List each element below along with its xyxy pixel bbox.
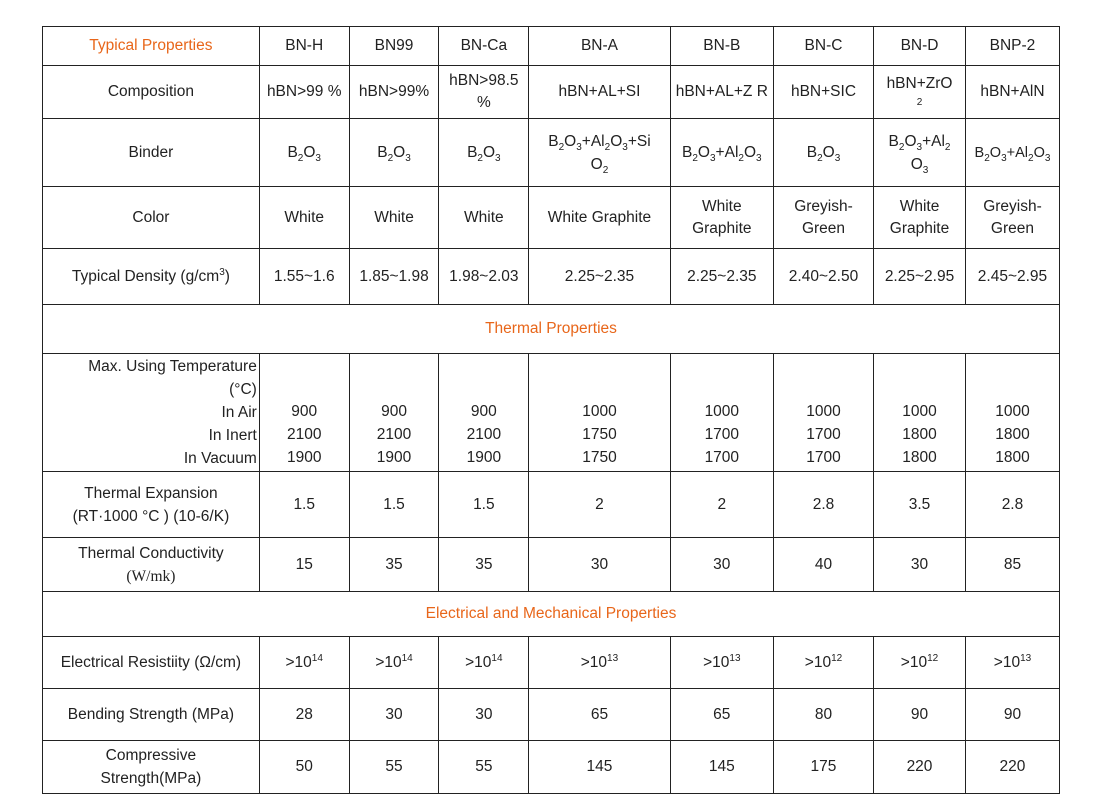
density-value: 2.25~2.35 (670, 249, 773, 305)
compressive-value: 220 (874, 741, 966, 794)
thermal-expansion-label: Thermal Expansion (RT·1000 °C ) (10-6/K) (43, 472, 260, 538)
thermal-section-title: Thermal Properties (43, 305, 1060, 354)
grade-bnp-2: BNP-2 (965, 27, 1059, 66)
grade-bn-h: BN-H (259, 27, 349, 66)
color-value: Greyish-Green (965, 187, 1059, 249)
bending-label: Bending Strength (MPa) (43, 689, 260, 741)
resistivity-value: $>10^{12}$ (773, 637, 873, 689)
bending-value: 30 (349, 689, 439, 741)
composition-value: hBN+AL+SI (529, 66, 670, 119)
in-air-label: In Air (221, 404, 257, 421)
bending-value: 90 (965, 689, 1059, 741)
in-vacuum-label: In Vacuum (183, 450, 257, 467)
electrical-section-row (43, 592, 1060, 637)
binder-value: $B_2O_3$ (259, 119, 349, 187)
compressive-value: 145 (529, 741, 670, 794)
resistivity-value: $>10^{14}$ (439, 637, 529, 689)
in-inert-label: In Inert (208, 427, 257, 444)
density-value: 2.45~2.95 (965, 249, 1059, 305)
density-value: 1.98~2.03 (439, 249, 529, 305)
thermal-expansion-value: 1.5 (349, 472, 439, 538)
composition-value: hBN+AlN (965, 66, 1059, 119)
bending-value: 28 (259, 689, 349, 741)
density-value: 2.25~2.35 (529, 249, 670, 305)
composition-value-bn-d (874, 66, 966, 119)
compressive-value: 55 (349, 741, 439, 794)
composition-row (43, 66, 1060, 119)
thermal-expansion-value: 2.8 (773, 472, 873, 538)
composition-value: hBN+AL+Z R (670, 66, 773, 119)
thermal-conductivity-value: 85 (965, 538, 1059, 592)
compressive-value: 145 (670, 741, 773, 794)
thermal-conductivity-value: 30 (874, 538, 966, 592)
max-temp-value: 900 2100 1900 (259, 354, 349, 472)
bending-value: 30 (439, 689, 529, 741)
binder-value: $B_2O_3+Al_2O_3+Si$ $O_2$ (529, 119, 670, 187)
compressive-row (43, 741, 1060, 794)
binder-label: Binder (43, 119, 260, 187)
max-temp-value: 1000 1700 1700 (773, 354, 873, 472)
composition-value: hBN>98.5 % (439, 66, 529, 119)
binder-row (43, 119, 1060, 187)
binder-value: $B_2O_3$ (349, 119, 439, 187)
resistivity-row (43, 637, 1060, 689)
max-temp-value: 900 2100 1900 (349, 354, 439, 472)
bending-value: 80 (773, 689, 873, 741)
max-temp-value: 1000 1800 1800 (965, 354, 1059, 472)
compressive-value: 50 (259, 741, 349, 794)
thermal-expansion-value: 2.8 (965, 472, 1059, 538)
density-value: 1.55~1.6 (259, 249, 349, 305)
resistivity-value: $>10^{14}$ (259, 637, 349, 689)
composition-label: Composition (43, 66, 260, 119)
density-value: 2.25~2.95 (874, 249, 966, 305)
max-temp-value: 1000 1800 1800 (874, 354, 966, 472)
color-value: White (349, 187, 439, 249)
max-temp-row (43, 354, 1060, 472)
grade-bn-d: BN-D (874, 27, 966, 66)
color-value: White Graphite (670, 187, 773, 249)
thermal-conductivity-value: 35 (439, 538, 529, 592)
thermal-conductivity-row (43, 538, 1060, 592)
binder-value: $B_2O_3+Al_2O_3$ (670, 119, 773, 187)
electrical-section-title: Electrical and Mechanical Properties (43, 592, 1060, 637)
thermal-expansion-value: 1.5 (259, 472, 349, 538)
bending-row (43, 689, 1060, 741)
resistivity-value: $>10^{14}$ (349, 637, 439, 689)
composition-value: hBN>99 % (259, 66, 349, 119)
color-value: Greyish-Green (773, 187, 873, 249)
resistivity-value: $>10^{13}$ (965, 637, 1059, 689)
grade-bn-ca: BN-Ca (439, 27, 529, 66)
grade-bn-c: BN-C (773, 27, 873, 66)
composition-value: hBN+SIC (773, 66, 873, 119)
composition-zro: hBN+ZrO (886, 75, 953, 92)
density-row (43, 249, 1060, 305)
composition-zro-subscript: 2 (916, 97, 923, 108)
bending-value: 65 (670, 689, 773, 741)
thermal-conductivity-label: Thermal Conductivity (W/mk) (43, 538, 260, 592)
compressive-value: 220 (965, 741, 1059, 794)
properties-table (42, 26, 1060, 794)
thermal-expansion-value: 2 (670, 472, 773, 538)
bending-value: 65 (529, 689, 670, 741)
density-label: Typical Density $(g/cm^3)$ (43, 249, 260, 305)
resistivity-value: $>10^{12}$ (874, 637, 966, 689)
grade-bn-b: BN-B (670, 27, 773, 66)
thermal-conductivity-value: 15 (259, 538, 349, 592)
compressive-value: 55 (439, 741, 529, 794)
max-temp-title: Max. Using Temperature (88, 358, 257, 375)
max-temp-value: 1000 1700 1700 (670, 354, 773, 472)
color-label: Color (43, 187, 260, 249)
color-value: White (439, 187, 529, 249)
thermal-conductivity-value: 35 (349, 538, 439, 592)
resistivity-value: $>10^{13}$ (529, 637, 670, 689)
compressive-value: 175 (773, 741, 873, 794)
color-value: White (259, 187, 349, 249)
thermal-section-row (43, 305, 1060, 354)
density-value: 2.40~2.50 (773, 249, 873, 305)
density-value: 1.85~1.98 (349, 249, 439, 305)
binder-value: $B_2O_3$ (439, 119, 529, 187)
binder-value: $B_2O_3$ (773, 119, 873, 187)
thermal-conductivity-value: 30 (529, 538, 670, 592)
color-row (43, 187, 1060, 249)
resistivity-label: Electrical Resistiity (Ω/cm) (43, 637, 260, 689)
color-value: White Graphite (874, 187, 966, 249)
max-temp-value: 900 2100 1900 (439, 354, 529, 472)
color-value: White Graphite (529, 187, 670, 249)
binder-value: $B_2O_3+Al_2O_3$ (965, 119, 1059, 187)
max-temp-unit: (°C) (229, 381, 257, 398)
grade-bn-a: BN-A (529, 27, 670, 66)
thermal-expansion-value: 1.5 (439, 472, 529, 538)
compressive-label: Compressive Strength(MPa) (43, 741, 260, 794)
bending-value: 90 (874, 689, 966, 741)
thermal-conductivity-value: 40 (773, 538, 873, 592)
thermal-conductivity-value: 30 (670, 538, 773, 592)
thermal-expansion-value: 3.5 (874, 472, 966, 538)
max-temp-value: 1000 1750 1750 (529, 354, 670, 472)
thermal-expansion-row (43, 472, 1060, 538)
typical-properties-label: Typical Properties (43, 27, 260, 66)
binder-value: $B_2O_3+Al_2$ $O_3$ (874, 119, 966, 187)
max-temp-label (43, 354, 260, 472)
header-row (43, 27, 1060, 66)
resistivity-value: $>10^{13}$ (670, 637, 773, 689)
grade-bn99: BN99 (349, 27, 439, 66)
thermal-expansion-value: 2 (529, 472, 670, 538)
composition-value: hBN>99% (349, 66, 439, 119)
